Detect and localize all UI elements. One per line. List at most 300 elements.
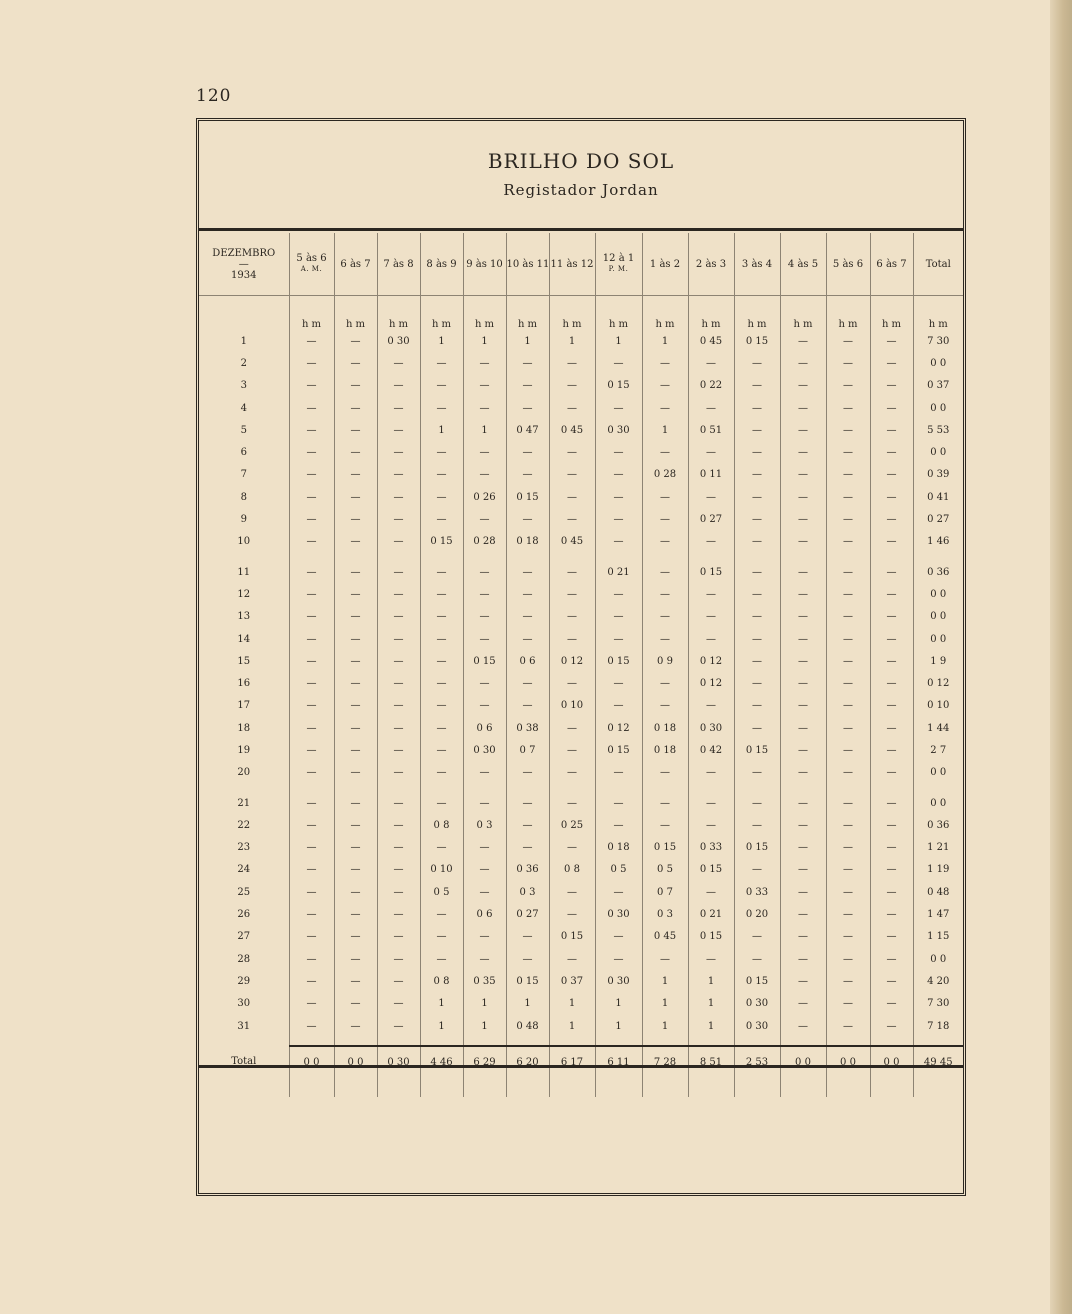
table-row bbox=[199, 792, 963, 814]
hour-cell: 1 bbox=[642, 419, 688, 441]
row-total-cell: 1 21 bbox=[913, 837, 963, 859]
hour-cell: — bbox=[734, 352, 780, 374]
hour-cell: 1 bbox=[549, 993, 595, 1015]
hour-cell: — bbox=[377, 561, 420, 583]
day-cell: 17 bbox=[237, 700, 251, 712]
gap-cell bbox=[334, 553, 377, 561]
units-cell: h m bbox=[913, 296, 963, 331]
units-cell: h m bbox=[595, 296, 642, 331]
hour-cell: — bbox=[780, 881, 826, 903]
day-cell: 20 bbox=[237, 767, 251, 779]
hour-cell: — bbox=[826, 859, 870, 881]
hour-cell: — bbox=[688, 441, 734, 463]
hour-cell: — bbox=[780, 650, 826, 672]
column-label: 3 às 4 bbox=[741, 258, 773, 270]
hour-cell: — bbox=[870, 330, 913, 352]
units-cell: h m bbox=[334, 296, 377, 331]
hour-cell: 0 15 bbox=[463, 650, 506, 672]
column-total-cell: 0 0 bbox=[826, 1046, 870, 1077]
row-total-cell: 0 48 bbox=[913, 881, 963, 903]
hour-cell: — bbox=[377, 464, 420, 486]
gap-cell bbox=[549, 553, 595, 561]
hour-cell: — bbox=[826, 926, 870, 948]
row-total-cell: 0 37 bbox=[913, 375, 963, 397]
hour-cell: — bbox=[289, 926, 334, 948]
hour-cell: — bbox=[826, 606, 870, 628]
hour-cell: — bbox=[595, 441, 642, 463]
column-header bbox=[642, 233, 688, 296]
table-row bbox=[199, 508, 963, 530]
hour-cell: — bbox=[420, 606, 463, 628]
hour-cell: 0 30 bbox=[688, 717, 734, 739]
hour-cell: 0 6 bbox=[463, 717, 506, 739]
hour-cell: — bbox=[642, 397, 688, 419]
table-row bbox=[199, 464, 963, 486]
gap-cell bbox=[199, 1037, 289, 1046]
hour-cell: — bbox=[289, 531, 334, 553]
hour-cell: — bbox=[642, 762, 688, 784]
hour-cell: 0 8 bbox=[420, 814, 463, 836]
hour-cell: 0 33 bbox=[734, 881, 780, 903]
total-row bbox=[199, 1046, 963, 1077]
units-cell: h m bbox=[688, 296, 734, 331]
hour-cell: — bbox=[734, 948, 780, 970]
gap-cell bbox=[780, 1037, 826, 1046]
hour-cell: — bbox=[826, 441, 870, 463]
hour-cell: — bbox=[377, 531, 420, 553]
table-row bbox=[199, 993, 963, 1015]
hour-cell: — bbox=[334, 606, 377, 628]
table-frame bbox=[196, 118, 966, 1196]
column-header bbox=[463, 233, 506, 296]
hour-cell: — bbox=[870, 970, 913, 992]
hour-cell: — bbox=[870, 486, 913, 508]
hour-cell: 0 28 bbox=[463, 531, 506, 553]
hour-cell: — bbox=[334, 695, 377, 717]
hour-cell: — bbox=[377, 486, 420, 508]
hour-cell: — bbox=[377, 419, 420, 441]
units-cell: h m bbox=[506, 296, 549, 331]
hour-cell: — bbox=[734, 508, 780, 530]
gap-cell bbox=[463, 1037, 506, 1046]
hour-cell: — bbox=[420, 926, 463, 948]
hour-cell: — bbox=[377, 628, 420, 650]
hour-cell: — bbox=[826, 583, 870, 605]
hour-cell: — bbox=[377, 695, 420, 717]
hour-cell: 0 8 bbox=[420, 970, 463, 992]
row-gap bbox=[199, 553, 963, 561]
day-cell: 31 bbox=[237, 1020, 251, 1032]
hour-cell: 0 12 bbox=[688, 650, 734, 672]
hour-cell: 0 27 bbox=[688, 508, 734, 530]
page-edge-shadow bbox=[1050, 0, 1072, 1314]
units-cell: h m bbox=[463, 296, 506, 331]
hour-cell: — bbox=[780, 859, 826, 881]
hour-cell: 0 18 bbox=[506, 531, 549, 553]
table-row bbox=[199, 419, 963, 441]
hour-cell: — bbox=[595, 531, 642, 553]
row-total-cell: 0 0 bbox=[913, 606, 963, 628]
hour-cell: — bbox=[463, 926, 506, 948]
hour-cell: — bbox=[688, 792, 734, 814]
gap-cell bbox=[595, 1037, 642, 1046]
hour-cell: — bbox=[334, 464, 377, 486]
filler-cell bbox=[688, 1077, 734, 1097]
hour-cell: — bbox=[377, 993, 420, 1015]
hour-cell: — bbox=[289, 583, 334, 605]
gap-cell bbox=[913, 553, 963, 561]
hour-cell: — bbox=[688, 397, 734, 419]
gap-cell bbox=[420, 1037, 463, 1046]
hour-cell: — bbox=[870, 717, 913, 739]
day-cell: 14 bbox=[237, 633, 251, 645]
row-total-cell: 7 30 bbox=[913, 330, 963, 352]
day-cell: 28 bbox=[237, 953, 251, 965]
hour-cell: — bbox=[826, 903, 870, 925]
gap-cell bbox=[826, 553, 870, 561]
column-total-cell: 2 53 bbox=[734, 1046, 780, 1077]
table-row bbox=[199, 672, 963, 694]
hour-cell: — bbox=[289, 330, 334, 352]
day-cell: 13 bbox=[237, 611, 251, 623]
hour-cell: 0 7 bbox=[506, 739, 549, 761]
hour-cell: — bbox=[734, 441, 780, 463]
hour-cell: — bbox=[595, 508, 642, 530]
row-total-cell: 0 41 bbox=[913, 486, 963, 508]
table-row bbox=[199, 762, 963, 784]
hour-cell: 1 bbox=[688, 970, 734, 992]
hour-cell: — bbox=[334, 859, 377, 881]
hour-cell: — bbox=[642, 792, 688, 814]
hour-cell: — bbox=[289, 650, 334, 672]
hour-cell: — bbox=[420, 792, 463, 814]
hour-cell: — bbox=[334, 1015, 377, 1037]
column-header bbox=[377, 233, 420, 296]
gap-cell bbox=[463, 553, 506, 561]
hour-cell: 0 26 bbox=[463, 486, 506, 508]
hour-cell: — bbox=[595, 814, 642, 836]
hour-cell: — bbox=[377, 859, 420, 881]
gap-cell bbox=[334, 1037, 377, 1046]
row-total-cell: 0 0 bbox=[913, 628, 963, 650]
hour-cell: — bbox=[377, 814, 420, 836]
column-label: 5 às 6 bbox=[832, 258, 864, 270]
hour-cell: 1 bbox=[642, 970, 688, 992]
hour-cell: 0 30 bbox=[595, 903, 642, 925]
hour-cell: — bbox=[549, 583, 595, 605]
hour-cell: — bbox=[642, 814, 688, 836]
hour-cell: — bbox=[420, 375, 463, 397]
filler-cell bbox=[734, 1077, 780, 1097]
hour-cell: — bbox=[377, 881, 420, 903]
row-total-cell: 1 15 bbox=[913, 926, 963, 948]
hour-cell: — bbox=[870, 859, 913, 881]
hour-cell: — bbox=[870, 419, 913, 441]
hour-cell: — bbox=[506, 397, 549, 419]
hour-cell: — bbox=[289, 903, 334, 925]
hour-cell: — bbox=[549, 464, 595, 486]
hour-cell: — bbox=[642, 486, 688, 508]
hour-cell: — bbox=[826, 464, 870, 486]
row-gap bbox=[199, 1037, 963, 1046]
units-cell: h m bbox=[549, 296, 595, 331]
hour-cell: — bbox=[549, 762, 595, 784]
hour-cell: — bbox=[870, 739, 913, 761]
units-spacer bbox=[199, 296, 289, 331]
column-header bbox=[913, 233, 963, 296]
hour-cell: — bbox=[377, 1015, 420, 1037]
hour-cell: — bbox=[734, 859, 780, 881]
hour-cell: — bbox=[780, 397, 826, 419]
month-label: DEZEMBRO bbox=[212, 247, 276, 259]
table-row bbox=[199, 695, 963, 717]
hour-cell: 0 15 bbox=[420, 531, 463, 553]
units-cell: h m bbox=[826, 296, 870, 331]
hour-cell: — bbox=[506, 672, 549, 694]
hour-cell: — bbox=[870, 926, 913, 948]
gap-cell bbox=[506, 1037, 549, 1046]
hour-cell: — bbox=[289, 419, 334, 441]
row-total-cell: 5 53 bbox=[913, 419, 963, 441]
hour-cell: — bbox=[334, 561, 377, 583]
gap-cell bbox=[506, 784, 549, 792]
day-cell: 23 bbox=[237, 842, 251, 854]
hour-cell: — bbox=[463, 464, 506, 486]
hour-cell: — bbox=[420, 397, 463, 419]
hour-cell: — bbox=[780, 762, 826, 784]
hour-cell: — bbox=[780, 814, 826, 836]
hour-cell: — bbox=[642, 531, 688, 553]
table-row bbox=[199, 561, 963, 583]
hour-cell: 1 bbox=[463, 993, 506, 1015]
hour-cell: — bbox=[377, 792, 420, 814]
column-total-cell: 6 11 bbox=[595, 1046, 642, 1077]
hour-cell: — bbox=[642, 561, 688, 583]
column-label: 5 às 6 bbox=[296, 253, 327, 264]
hour-cell: — bbox=[826, 650, 870, 672]
gap-cell bbox=[642, 784, 688, 792]
row-total-cell: 1 47 bbox=[913, 903, 963, 925]
hour-cell: — bbox=[377, 650, 420, 672]
hour-cell: — bbox=[463, 441, 506, 463]
table-row bbox=[199, 948, 963, 970]
hour-cell: — bbox=[688, 531, 734, 553]
hour-cell: — bbox=[334, 739, 377, 761]
hour-cell: — bbox=[377, 762, 420, 784]
hour-cell: — bbox=[377, 739, 420, 761]
hour-cell: 0 12 bbox=[595, 717, 642, 739]
column-label: 6 às 7 bbox=[876, 258, 907, 270]
hour-cell: — bbox=[780, 695, 826, 717]
hour-cell: 0 30 bbox=[377, 330, 420, 352]
hour-cell: — bbox=[377, 583, 420, 605]
day-cell: 4 bbox=[240, 402, 247, 414]
hour-cell: — bbox=[377, 606, 420, 628]
hour-cell: — bbox=[549, 792, 595, 814]
hour-cell: — bbox=[642, 352, 688, 374]
hour-cell: — bbox=[549, 561, 595, 583]
hour-cell: 0 45 bbox=[642, 926, 688, 948]
hour-cell: — bbox=[549, 948, 595, 970]
hour-cell: 0 30 bbox=[734, 993, 780, 1015]
gap-cell bbox=[870, 553, 913, 561]
hour-cell: — bbox=[289, 695, 334, 717]
gap-cell bbox=[870, 784, 913, 792]
hour-cell: 1 bbox=[549, 330, 595, 352]
column-sublabel: P. M. bbox=[608, 265, 629, 273]
hour-cell: — bbox=[870, 441, 913, 463]
hour-cell: — bbox=[289, 606, 334, 628]
table-row bbox=[199, 837, 963, 859]
hour-cell: 0 48 bbox=[506, 1015, 549, 1037]
table-row bbox=[199, 739, 963, 761]
hour-cell: — bbox=[506, 606, 549, 628]
hour-cell: — bbox=[289, 375, 334, 397]
row-total-cell: 1 46 bbox=[913, 531, 963, 553]
hour-cell: — bbox=[289, 1015, 334, 1037]
hour-cell: — bbox=[595, 881, 642, 903]
hour-cell: — bbox=[377, 375, 420, 397]
hour-cell: 0 37 bbox=[549, 970, 595, 992]
hour-cell: — bbox=[780, 441, 826, 463]
gap-cell bbox=[734, 784, 780, 792]
hour-cell: — bbox=[463, 352, 506, 374]
day-cell: 10 bbox=[237, 536, 251, 548]
hour-cell: — bbox=[688, 881, 734, 903]
hour-cell: — bbox=[289, 837, 334, 859]
hour-cell: — bbox=[377, 926, 420, 948]
hour-cell: — bbox=[420, 903, 463, 925]
hour-cell: — bbox=[595, 695, 642, 717]
hour-cell: 1 bbox=[463, 330, 506, 352]
column-total-cell: 49 45 bbox=[913, 1046, 963, 1077]
hour-cell: — bbox=[289, 762, 334, 784]
hour-cell: — bbox=[870, 583, 913, 605]
hour-cell: — bbox=[549, 903, 595, 925]
hour-cell: — bbox=[334, 397, 377, 419]
hour-cell: — bbox=[595, 464, 642, 486]
row-total-cell: 0 36 bbox=[913, 814, 963, 836]
hour-cell: — bbox=[289, 561, 334, 583]
hour-cell: 0 5 bbox=[595, 859, 642, 881]
page-title: BRILHO DO SOL bbox=[487, 149, 675, 173]
hour-cell: — bbox=[334, 419, 377, 441]
units-cell: h m bbox=[780, 296, 826, 331]
hour-cell: — bbox=[734, 792, 780, 814]
hour-cell: — bbox=[506, 375, 549, 397]
table-row bbox=[199, 531, 963, 553]
hour-cell: 0 30 bbox=[734, 1015, 780, 1037]
hour-cell: 1 bbox=[595, 1015, 642, 1037]
hour-cell: — bbox=[463, 792, 506, 814]
row-total-cell: 0 0 bbox=[913, 762, 963, 784]
hour-cell: — bbox=[870, 464, 913, 486]
hour-cell: — bbox=[289, 993, 334, 1015]
day-cell: 3 bbox=[240, 380, 247, 392]
hour-cell: — bbox=[826, 397, 870, 419]
hour-cell: — bbox=[289, 672, 334, 694]
day-cell: 5 bbox=[240, 424, 247, 436]
hour-cell: 1 bbox=[420, 419, 463, 441]
hour-cell: 0 15 bbox=[734, 330, 780, 352]
hour-cell: — bbox=[506, 695, 549, 717]
hour-cell: — bbox=[289, 441, 334, 463]
hour-cell: 1 bbox=[688, 993, 734, 1015]
hour-cell: — bbox=[334, 531, 377, 553]
hour-cell: — bbox=[595, 606, 642, 628]
column-label: Total bbox=[925, 258, 951, 270]
row-total-cell: 0 0 bbox=[913, 441, 963, 463]
filler-cell bbox=[289, 1077, 334, 1097]
hour-cell: — bbox=[826, 1015, 870, 1037]
table-row bbox=[199, 330, 963, 352]
hour-cell: — bbox=[826, 695, 870, 717]
hour-cell: — bbox=[289, 881, 334, 903]
column-header bbox=[595, 233, 642, 296]
hour-cell: — bbox=[463, 837, 506, 859]
hour-cell: — bbox=[688, 762, 734, 784]
hour-cell: — bbox=[826, 717, 870, 739]
hour-cell: — bbox=[463, 628, 506, 650]
hour-cell: 0 6 bbox=[463, 903, 506, 925]
hour-cell: — bbox=[506, 762, 549, 784]
hour-cell: — bbox=[289, 397, 334, 419]
filler-cell bbox=[870, 1077, 913, 1097]
title-block bbox=[199, 149, 963, 199]
hour-cell: — bbox=[549, 486, 595, 508]
month-header bbox=[199, 233, 289, 296]
hour-cell: — bbox=[463, 397, 506, 419]
column-total-cell: 0 0 bbox=[289, 1046, 334, 1077]
hour-cell: 0 42 bbox=[688, 739, 734, 761]
filler-cell bbox=[506, 1077, 549, 1097]
hour-cell: — bbox=[780, 330, 826, 352]
hour-cell: — bbox=[734, 397, 780, 419]
hour-cell: — bbox=[420, 508, 463, 530]
hour-cell: — bbox=[826, 814, 870, 836]
hour-cell: — bbox=[289, 948, 334, 970]
hour-cell: 0 21 bbox=[688, 903, 734, 925]
hour-cell: — bbox=[734, 650, 780, 672]
hour-cell: 0 15 bbox=[642, 837, 688, 859]
hour-cell: — bbox=[506, 441, 549, 463]
row-total-cell: 0 0 bbox=[913, 948, 963, 970]
hour-cell: — bbox=[506, 814, 549, 836]
hour-cell: — bbox=[463, 948, 506, 970]
hour-cell: 0 15 bbox=[595, 739, 642, 761]
hour-cell: 0 18 bbox=[595, 837, 642, 859]
bottom-rule bbox=[199, 1065, 963, 1068]
hour-cell: — bbox=[506, 837, 549, 859]
hour-cell: — bbox=[549, 508, 595, 530]
hour-cell: — bbox=[734, 419, 780, 441]
hour-cell: — bbox=[826, 628, 870, 650]
hour-cell: — bbox=[377, 508, 420, 530]
gap-cell bbox=[913, 784, 963, 792]
hour-cell: — bbox=[826, 419, 870, 441]
hour-cell: — bbox=[870, 881, 913, 903]
hour-cell: 0 30 bbox=[595, 970, 642, 992]
column-header bbox=[506, 233, 549, 296]
table-row bbox=[199, 397, 963, 419]
hour-cell: — bbox=[334, 814, 377, 836]
hour-cell: 0 7 bbox=[642, 881, 688, 903]
gap-cell bbox=[549, 1037, 595, 1046]
hour-cell: 0 3 bbox=[642, 903, 688, 925]
hour-cell: — bbox=[289, 814, 334, 836]
filler-cell bbox=[463, 1077, 506, 1097]
hour-cell: 0 20 bbox=[734, 903, 780, 925]
